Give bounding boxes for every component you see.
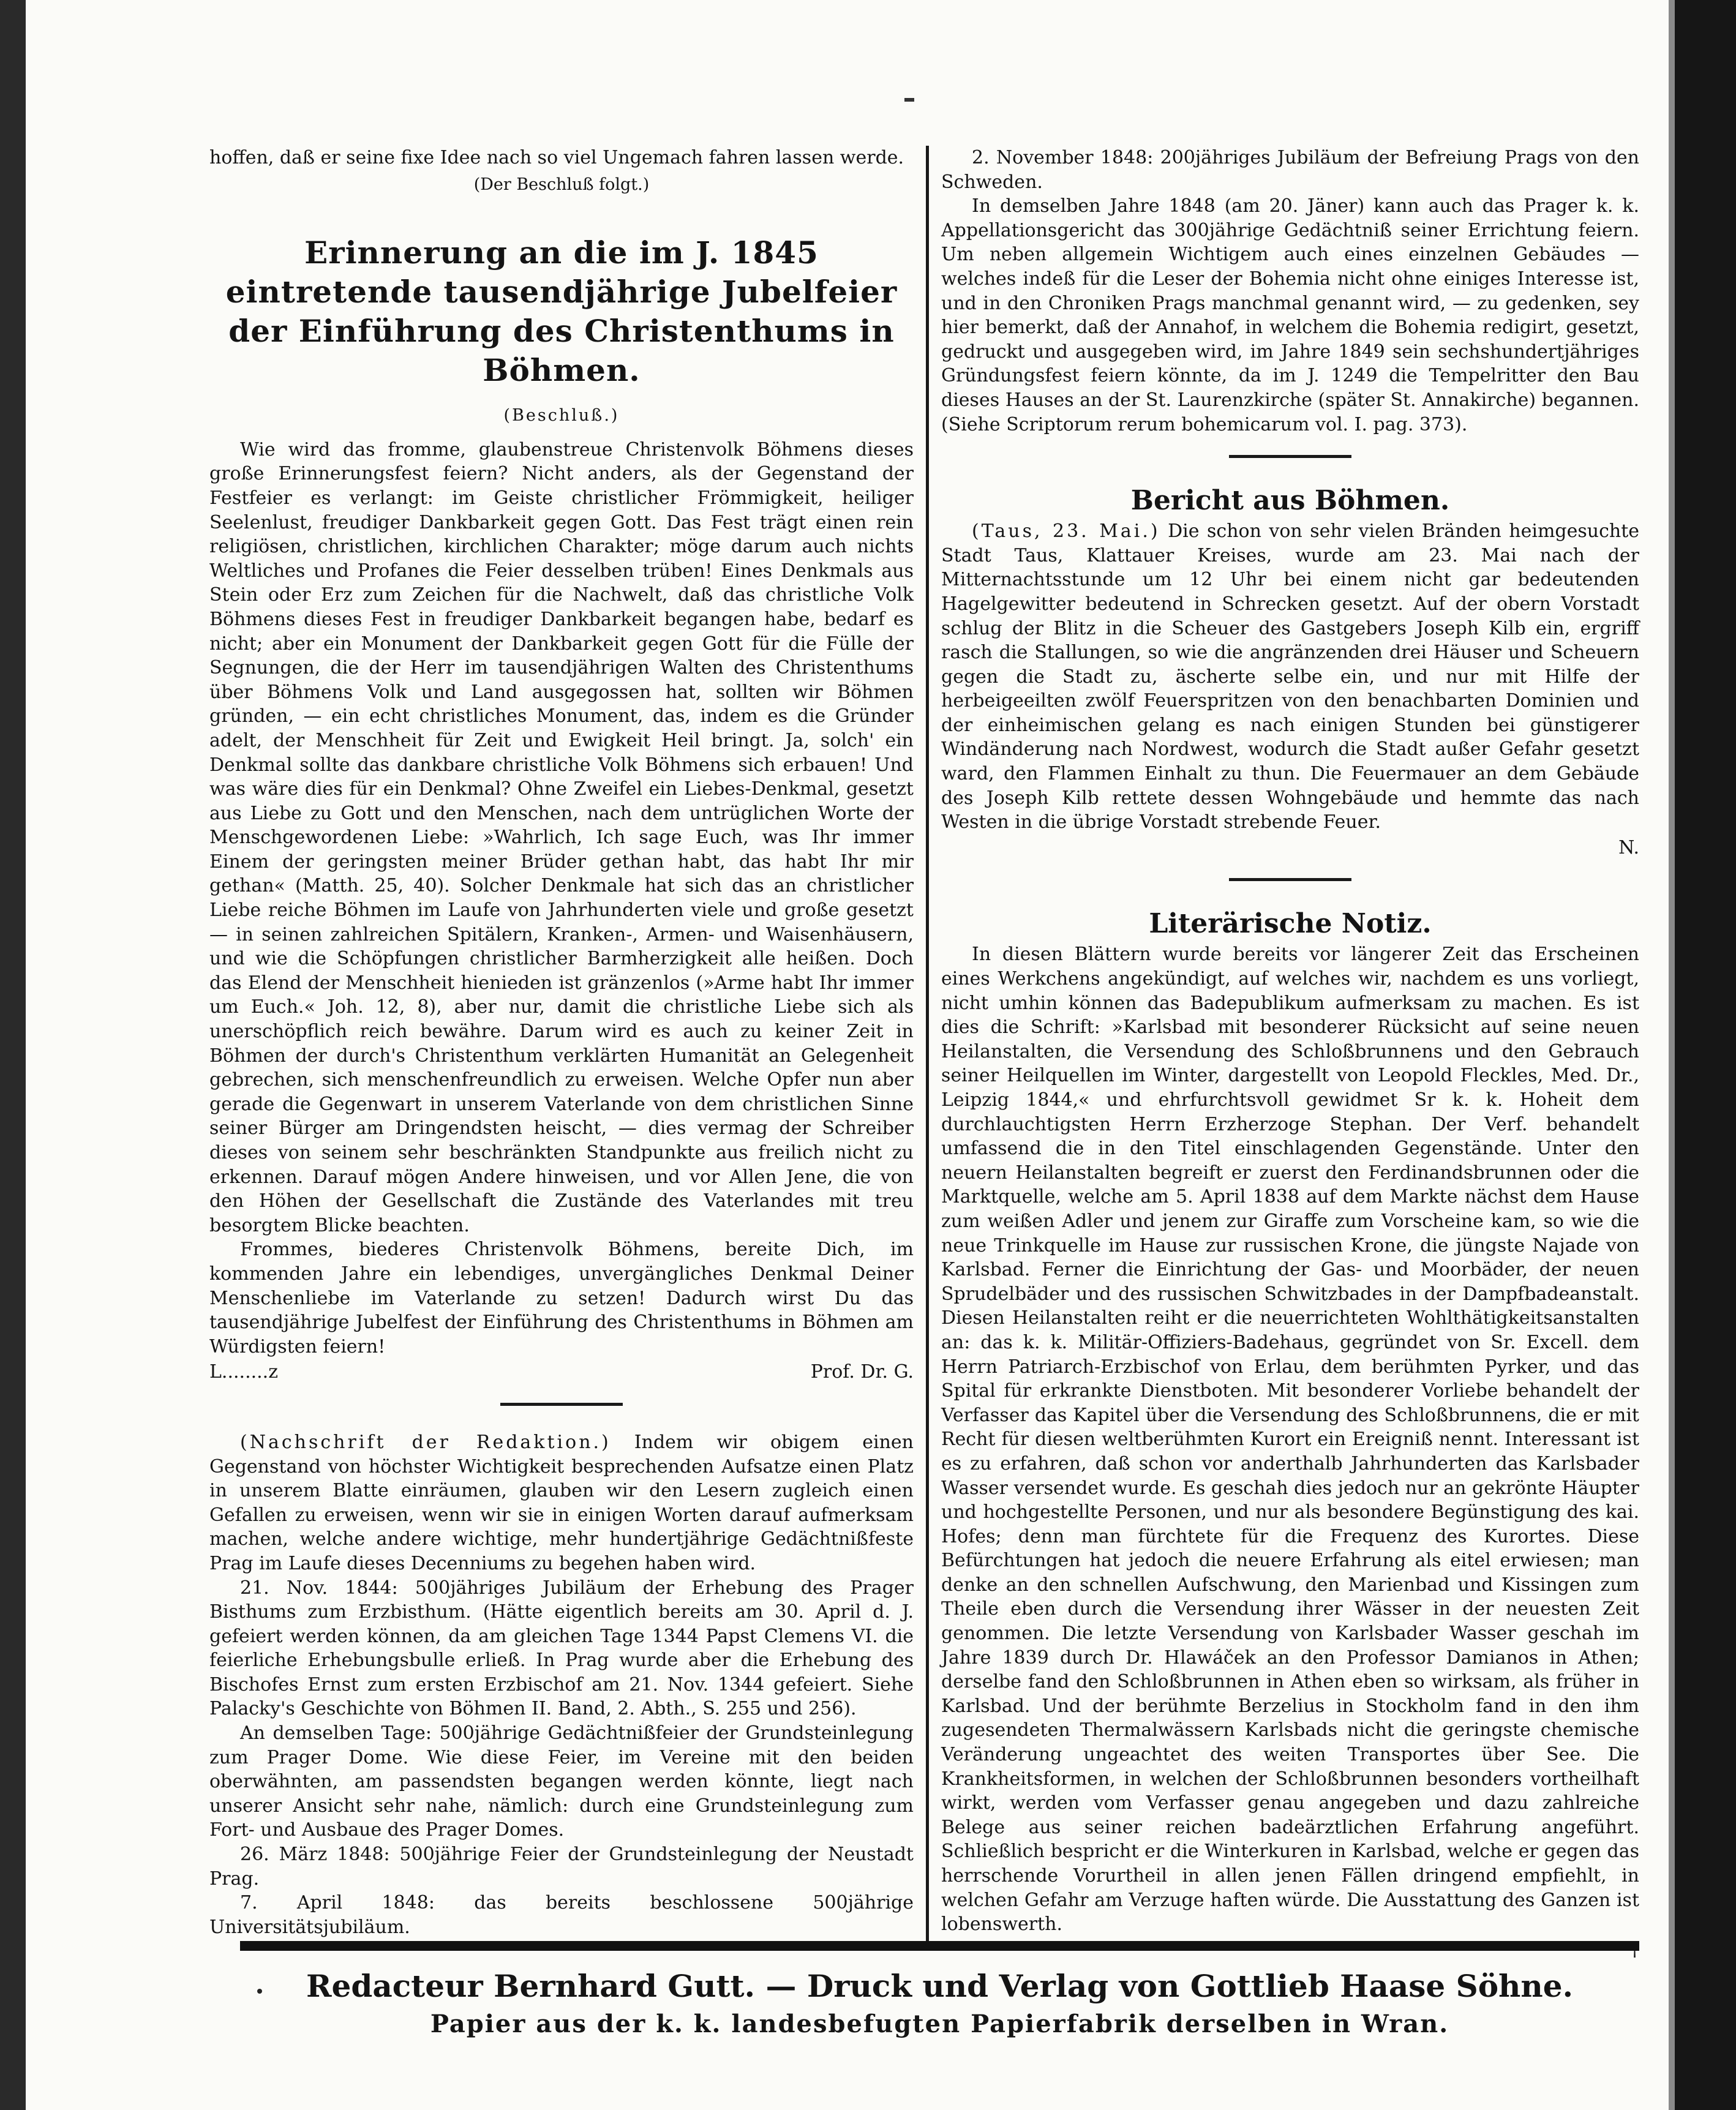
signature-place: L........z bbox=[209, 1361, 279, 1383]
article-title: Erinnerung an die im J. 1845 eintretende tausendjährige Jubelfeier der Einführung des Christenthums in Böhmen. bbox=[225, 235, 898, 389]
signature-line bbox=[209, 1360, 914, 1384]
jubilee-entry: An demselben Tage: 500jährige Gedächtnißfeier der Grundsteinlegung zum Prager Dome. Wie diese Feier, im Vereine mit den beiden oberwähnten, am passendsten begangen werden könnte, liegt nach unserer Ansicht sehr nahe, nämlich: durch eine Grundsteinlegung zum Fort- und Ausbaue des Prager Domes. bbox=[209, 1722, 914, 1841]
jubilee-entry: 7. April 1848: das bereits beschlossene 500jährige Universitätsjubiläum. bbox=[209, 1892, 914, 1938]
article-subnote: (Beschluß.) bbox=[503, 406, 620, 426]
report-signature: N. bbox=[1618, 836, 1639, 858]
section-divider bbox=[1229, 455, 1351, 458]
notice-text: In diesen Blättern wurde bereits vor längerer Zeit das Erscheinen eines Werkchens angekündigt, auf welches wir, nachdem es uns vorliegt, nicht umhin können das Badepublikum aufmerksam zu machen. Es ist dies die Schrift: »Karlsbad mit besonderer Rücksicht auf seine neuen Heilanstalten, die Versendung des Schloßbrunnens und den Gebrauch seiner Heilquellen im Winter, dargestellt von Leopold Fleckles, Med. Dr., Leipzig 1844,« und ehrfurchtsvoll gewidmet Sr k. k. Hoheit dem durchlauchtigsten Herrn Erzherzoge Stephan. Der Verf. behandelt umfassend die in den Titel einschlagenden Gegenstände. Unter den neuern Heilanstalten begreift er zuerst den Ferdinandsbrunnen oder die Marktquelle, welche am 5. April 1838 auf dem Markte nächst dem Hause zum weißen Adler und jenem zur Giraffe zum Vorscheine kam, so wie die neue Trinkquelle im Hause zur russischen Krone, die jüngste Najade von Karlsbad. Ferner die Einrichtung der Gas- und Moorbäder, der neuen Sprudelbäder und des russischen Schwitzbades in der Dampfbadeanstalt. Diesen Heilanstalten reiht er die neuerrichteten Wohlthätigkeitsanstalten an: das k. k. Militär-Offiziers-Badehaus, gegründet von Sr. Excell. dem Herrn Patriarch-Erzbischof von Erlau, dem berühmten Pyrker, und das Spital für erkrankte Dienstboten. Mit besonderer Vorliebe behandelt der Verfasser das Kapitel über die Versendung des Schloßbrunnens, die er mit Recht für diesen weltberühmten Kurort ein Ereigniß nennt. Interessant ist es zu erfahren, daß schon vor anderthalb Jahrhunderten das Karlsbader Wasser versendet wurde. Es geschah dies jedoch nur an gekrönte Häupter und hochgestellte Personen, und nur als besondere Begünstigung des kai. Hofes; denn man fürchtete für die Frequenz des Kurortes. Diese Befürchtungen hat jedoch die neuere Erfahrung als eitel erwiesen; man denke an den schnellen Aufschwung, den Marienbad und Kissingen zum Theile eben durch die Versendung ihrer Wässer in der neuesten Zeit genommen. Die letzte Versendung von Karlsbader Wasser geschah im Jahre 1839 durch Dr. Hlawáček an den Professor Damianos in Athen; derselbe fand den Schloßbrunnen in Athen eben so wirksam, als früher in Karlsbad. Und der berühmte Berzelius in Stockholm fand in den ihm zugesendeten Thermalwässern Karlsbads nicht die geringste chemische Veränderung ungeachtet des weiten Transportes über See. Die Krankheitsformen, in welchen der Schloßbrunnen besonders vortheilhaft wirkt, werden vom Verfasser genau angegeben und dazu zahlreiche Belege aus seiner reichen badeärztlichen Erfahrung angeführt. Schließlich bespricht er die Winterkuren in Karlsbad, welche er gegen das herrschende Vorurtheil in allen jenen Fällen dringend empfiehlt, in welchen Gefahr am Verzuge haften würde. Die Ausstattung des Ganzen ist lobenswerth. bbox=[941, 944, 1639, 1935]
footer-rule bbox=[240, 1941, 1639, 1951]
notice-title: Literärische Notiz. bbox=[1149, 908, 1432, 940]
scan-edge-left bbox=[0, 0, 26, 2110]
postscript-text: Indem wir obigem einen Gegenstand von höchster Wichtigkeit besprechenden Aufsatze einen Platz in unserem Blatte einräumen, glauben wir den Lesern zugleich einen Gefallen zu erweisen, wenn wir sie in einigen Worten darauf aufmerksam machen, welche andere wichtige, mehr hundertjährige Gedächtnißfeste Prag im Laufe dieses Decenniums zu begehen haben wird. bbox=[209, 1431, 914, 1574]
newspaper-page bbox=[26, 0, 1669, 2110]
print-mark bbox=[904, 98, 914, 102]
report-paragraph bbox=[941, 519, 1639, 835]
report-text: Die schon von sehr vielen Bränden heimgesuchte Stadt Taus, Klattauer Kreises, wurde am 23. Mai nach der Mitternachtsstunde um 12 Uhr bei einem nicht gar bedeutenden Hagelgewitter bedeutend in Schrecken gesetzt. Auf der obern Vorstadt schlug der Blitz in die Scheuer des Gastgebers Joseph Kilb ein, ergriff rasch die Stallungen, so wie die angränzenden drei Häuser und Scheuern gegen die Stadt zu, äscherte selbe ein, und nur mit Hilfe der herbeigeeilten zwölf Feuerspritzen von den benachbarten Dominien und der einheimischen gelang es nach einigen Stunden bei günstigerer Windänderung nach Nordwest, wodurch die Stadt außer Gefahr gesetzt ward, den Flammen Einhalt zu thun. Die Feuermauer an dem Gebäude des Joseph Kilb rettete dessen Wohngebäude und hemmte das nach Westen in die übrige Vorstadt strebende Feuer. bbox=[941, 520, 1639, 833]
article-paragraph: Wie wird das fromme, glaubenstreue Christenvolk Böhmens dieses große Erinnerungsfest feiern? Nicht anders, als der Gegenstand der Festfeier es verlangt: im Geiste christlicher Frömmigkeit, heiliger Seelenlust, freudiger Dankbarkeit gegen Gott. Das Fest trägt einen rein religiösen, christlichen, kirchlichen Charakter; möge darum auch nichts Weltliches und Profanes die Feier desselben trüben! Eines Denkmals aus Stein oder Erz zum Zeichen für die Nachwelt, daß das christliche Volk Böhmens dieses Fest in freudiger Dankbarkeit begangen habe, bedarf es nicht; aber ein Monument der Dankbarkeit gegen Gott für die Fülle der Segnungen, die der Herr im tausendjährigen Walten des Christenthums über Böhmens Volk und Land ausgegossen hat, sollten wir Böhmen gründen, — ein echt christliches Monument, das, indem es die Gründer adelt, der Menschheit für Zeit und Ewigkeit Heil bringt. Ja, solch' ein Denkmal sollte das dankbare christliche Volk Böhmens sich erbauen! Und was wäre dies für ein Denkmal? Ohne Zweifel ein Liebes-Denkmal, gesetzt aus Liebe zu Gott und den Menschen, nach dem untrüglichen Worte der Menschgewordenen Liebe: »Wahrlich, Ich sage Euch, was Ihr immer Einem der geringsten meiner Brüder gethan habt, das habt Ihr mir gethan« (Matth. 25, 40). Solcher Denkmale hat sich das an christlicher Liebe reiche Böhmen im Laufe von Jahrhunderten viele und große gesetzt — in seinen zahlreichen Spitälern, Kranken-, Armen- und Waisenhäusern, und wie die Schöpfungen christlicher Barmherzigkeit alle heißen. Doch das Elend der Menschheit hienieden ist gränzenlos (»Arme habt Ihr immer um Euch.« Joh. 12, 8), aber nur, damit die christliche Liebe sich als unerschöpflich reich bewähre. Darum wird es auch zu keiner Zeit in Böhmen der durch's Christenthum verklärten Humanität an Gelegenheit gebrechen, sich menschenfreundlich zu erweisen. Welche Opfer nun aber gerade die Gegenwart in unserem Vaterlande von dem christlichen Sinne seiner Bürger am Dringendsten heischt, — dies vermag der Schreiber dieses von seinem sehr beschränkten Standpunkte aus freilich nicht zu erkennen. Darauf mögen Andere hinweisen, und vor Allen Jene, die von den Höhen der Gesellschaft die Zustände des Vaterlandes mit treu besorgtem Blicke beachten. bbox=[209, 438, 914, 1236]
postscript-label: (Nachschrift der Redaktion.) bbox=[240, 1431, 611, 1453]
column-rule bbox=[926, 146, 929, 1941]
scan-edge-right-inner bbox=[1669, 0, 1675, 2110]
report-signature-line bbox=[941, 836, 1639, 860]
left-column bbox=[209, 146, 914, 1939]
postscript-paragraph bbox=[209, 1430, 914, 1576]
section-divider bbox=[500, 1403, 623, 1406]
jubilee-entry: 21. Nov. 1844: 500jähriges Jubiläum der Erhebung des Prager Bisthums zum Erzbisthum. (Hätte eigentlich bereits am 30. April d. J. gefeiert werden können, da am gleichen Tage 1344 Papst Clemens VI. die feierliche Erhebungsbulle erließ. In Prag wurde aber die Erhebung des Bischofes Ernst zum ersten Erzbischof am 21. Nov. 1344 gefeiert. Siehe Palacky's Geschichte von Böhmen II. Band, 2. Abth., S. 255 und 256). bbox=[209, 1577, 914, 1720]
scan-edge-right bbox=[1675, 0, 1736, 2110]
appellation-paragraph: In demselben Jahre 1848 (am 20. Jäner) kann auch das Prager k. k. Appellationsgericht das 300jährige Gedächtniß seiner Errichtung feiern. Um neben allgemein Wichtigem auch eines einzelnen Gebäudes — welches indeß für die Leser der Bohemia nicht ohne einiges Interesse ist, und in den Chroniken Prags manchmal genannt wird, — zu gedenken, sey hier bemerkt, daß der Annahof, in welchem die Bohemia redigirt, gesetzt, gedruckt und ausgegeben wird, im Jahre 1849 sein sechshundertjähriges Gründungsfest feiern könnte, da im J. 1249 die Tempelritter den Bau dieses Hauses an der St. Laurenzkirche (später St. Annakirche) begannen. (Siehe Scriptorum rerum bohemicarum vol. I. pag. 373). bbox=[941, 195, 1639, 435]
report-title: Bericht aus Böhmen. bbox=[1130, 485, 1450, 517]
section-divider bbox=[1229, 878, 1351, 881]
signature-author: Prof. Dr. G. bbox=[810, 1361, 914, 1383]
continuation-note: (Der Beschluß folgt.) bbox=[473, 175, 650, 194]
article-paragraph: Frommes, biederes Christenvolk Böhmens, bereite Dich, im kommenden Jahre ein lebendiges, unvergängliches Denkmal Deiner Menschenliebe im Vaterlande zu setzen! Dadurch wirst Du das tausendjährige Jubelfest der Einführung des Christenthums in Böhmen am Würdigsten feiern! bbox=[209, 1239, 914, 1357]
footer-imprint: Redacteur Bernhard Gutt. — Druck und Verlag von Gottlieb Haase Söhne. bbox=[306, 1968, 1573, 2004]
report-dateline: (Taus, 23. Mai.) bbox=[972, 520, 1160, 543]
footer-paper-note: Papier aus der k. k. landesbefugten Papierfabrik derselben in Wran. bbox=[430, 2010, 1449, 2038]
continuation-text: hoffen, daß er seine fixe Idee nach so viel Ungemach fahren lassen werde. bbox=[209, 147, 904, 168]
right-column bbox=[941, 146, 1639, 1962]
jubilee-entry: 26. März 1848: 500jährige Feier der Grundsteinlegung der Neustadt Prag. bbox=[209, 1844, 914, 1890]
jubilee-entry: 2. November 1848: 200jähriges Jubiläum der Befreiung Prags von den Schweden. bbox=[941, 147, 1639, 193]
